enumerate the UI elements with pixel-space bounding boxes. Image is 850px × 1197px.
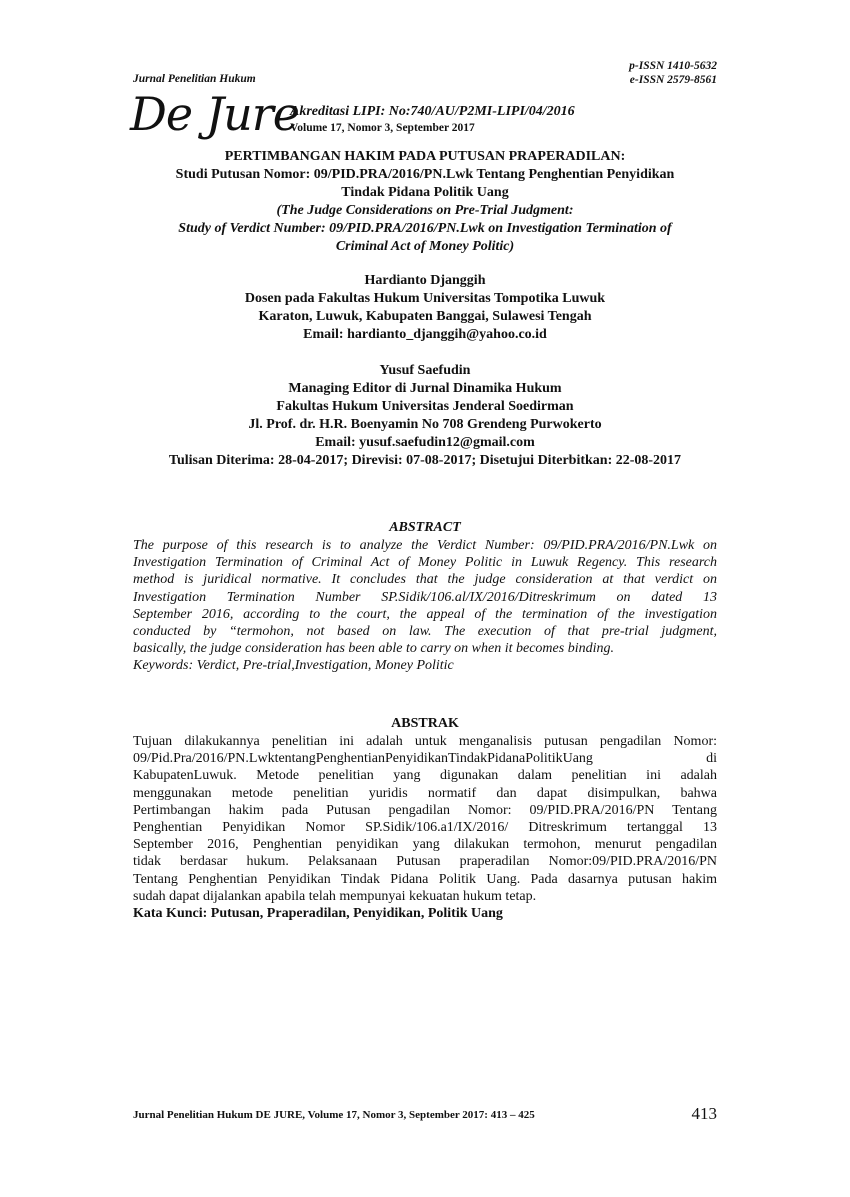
abstrak-line: menggunakan metode penelitian yuridis normatif dan dapat disimpulkan, bahwa	[133, 785, 717, 801]
author-address: Karaton, Luwuk, Kabupaten Banggai, Sulawesi Tengah	[258, 309, 592, 324]
journal-name: Jurnal Penelitian Hukum	[133, 73, 256, 85]
abstrak-line: Pertimbangan hakim pada Putusan pengadilan Nomor: 09/PID.PRA/2016/PN Tentang	[133, 802, 717, 818]
abstrak-line: September 2016, Penghentian penyidikan yang dilakukan termohon, menurut pengadilan	[133, 837, 717, 853]
page-number: 413	[691, 1104, 717, 1123]
abstract-line: Investigation Termination Number SP.Sidik/106.al/IX/2016/Ditreskrimum on dated 13	[133, 589, 717, 605]
author-affiliation: Dosen pada Fakultas Hukum Universitas Tompotika Luwuk	[244, 291, 606, 306]
author-affiliation: Fakultas Hukum Universitas Jenderal Soedirman	[276, 399, 574, 414]
abstract-body	[133, 537, 717, 675]
title-line: PERTIMBANGAN HAKIM PADA PUTUSAN PRAPERADILAN:	[224, 149, 626, 164]
title-line: Tindak Pidana Politik Uang	[341, 185, 509, 200]
abstrak-line: tidak berdasar hukum. Pelaksanaan Putusan praperadilan Nomor:09/PID.PRA/2016/PN	[133, 854, 717, 870]
abstrak-line: sudah dapat dijalankan apabila telah mempunyai kekuatan hukum tetap.	[133, 888, 537, 904]
submission-dates: Tulisan Diterima: 28-04-2017; Direvisi: 07-08-2017; Disetujui Diterbitkan: 22-08-2017	[168, 453, 682, 468]
abstrak-line: Tujuan dilakukannya penelitian ini adalah untuk menganalisis putusan pengadilan Nomor:	[133, 734, 717, 749]
volume-info: Volume 17, Nomor 3, September 2017	[290, 122, 475, 134]
author-name: Hardianto Djanggih	[364, 273, 486, 288]
title-line: Studi Putusan Nomor: 09/PID.PRA/2016/PN.Lwk Tentang Penghentian Penyidikan	[175, 167, 675, 182]
title-en-line: (The Judge Considerations on Pre-Trial Judgment:	[276, 203, 574, 218]
abstrak-body	[133, 733, 717, 922]
p-issn: p-ISSN 1410-5632	[629, 60, 717, 72]
journal-logo: De Jure	[130, 87, 300, 141]
abstract-heading: ABSTRACT	[389, 520, 461, 535]
abstract-line: method is juridical normative. It concludes that the judge consideration at that verdict on	[133, 572, 717, 588]
accreditation: Akreditasi LIPI: No:740/AU/P2MI-LIPI/04/2016	[290, 104, 575, 119]
abstrak-line: Tentang Penghentian Penyidikan Tindak Pidana Politik Uang. Pada dasarnya putusan hakim	[133, 871, 717, 887]
abstrak-keywords: Kata Kunci: Putusan, Praperadilan, Penyidikan, Politik Uang	[133, 906, 503, 922]
abstract-line: The purpose of this research is to analyze the Verdict Number: 09/PID.PRA/2016/PN.Lwk on	[133, 538, 717, 553]
abstract-line: conducted by “termohon, not based on law. The execution of that pre-trial judgment,	[133, 624, 717, 640]
author-email: Email: yusuf.saefudin12@gmail.com	[315, 435, 535, 450]
abstrak-line: KabupatenLuwuk. Metode penelitian yang digunakan dalam penelitian ini adalah	[133, 768, 717, 784]
author-email: Email: hardianto_djanggih@yahoo.co.id	[303, 327, 547, 342]
author-role: Managing Editor di Jurnal Dinamika Hukum	[288, 381, 562, 396]
abstract-keywords: Keywords: Verdict, Pre-trial,Investigation, Money Politic	[133, 658, 454, 674]
author-block-2	[133, 362, 717, 470]
abstract-line: basically, the judge consideration has been able to carry on when it becomes binding.	[133, 641, 614, 657]
footer-citation: Jurnal Penelitian Hukum DE JURE, Volume 17, Nomor 3, September 2017: 413 – 425	[133, 1109, 535, 1121]
title-en-line: Study of Verdict Number: 09/PID.PRA/2016/PN.Lwk on Investigation Termination of	[178, 221, 672, 236]
abstract-line: Investigation Termination of Criminal Act of Money Politic in Luwuk Regency. This research	[133, 555, 717, 571]
abstrak-heading: ABSTRAK	[391, 716, 459, 731]
author-block-1	[133, 272, 717, 344]
e-issn: e-ISSN 2579-8561	[629, 74, 717, 86]
title-en-line: Criminal Act of Money Politic)	[335, 239, 515, 254]
author-address: Jl. Prof. dr. H.R. Boenyamin No 708 Grendeng Purwokerto	[248, 417, 602, 432]
abstrak-line: Penghentian Penyidikan Nomor SP.Sidik/106.a1/IX/2016/ Ditreskrimum tertanggal 13	[133, 820, 717, 836]
article-title	[133, 148, 717, 256]
abstract-line: September 2016, according to the court, the appeal of the termination of the investigation	[133, 606, 717, 622]
author-name: Yusuf Saefudin	[379, 363, 471, 378]
abstrak-line: 09/Pid.Pra/2016/PN.LwktentangPenghentianPenyidikanTindakPidanaPolitikUang di	[133, 751, 717, 767]
